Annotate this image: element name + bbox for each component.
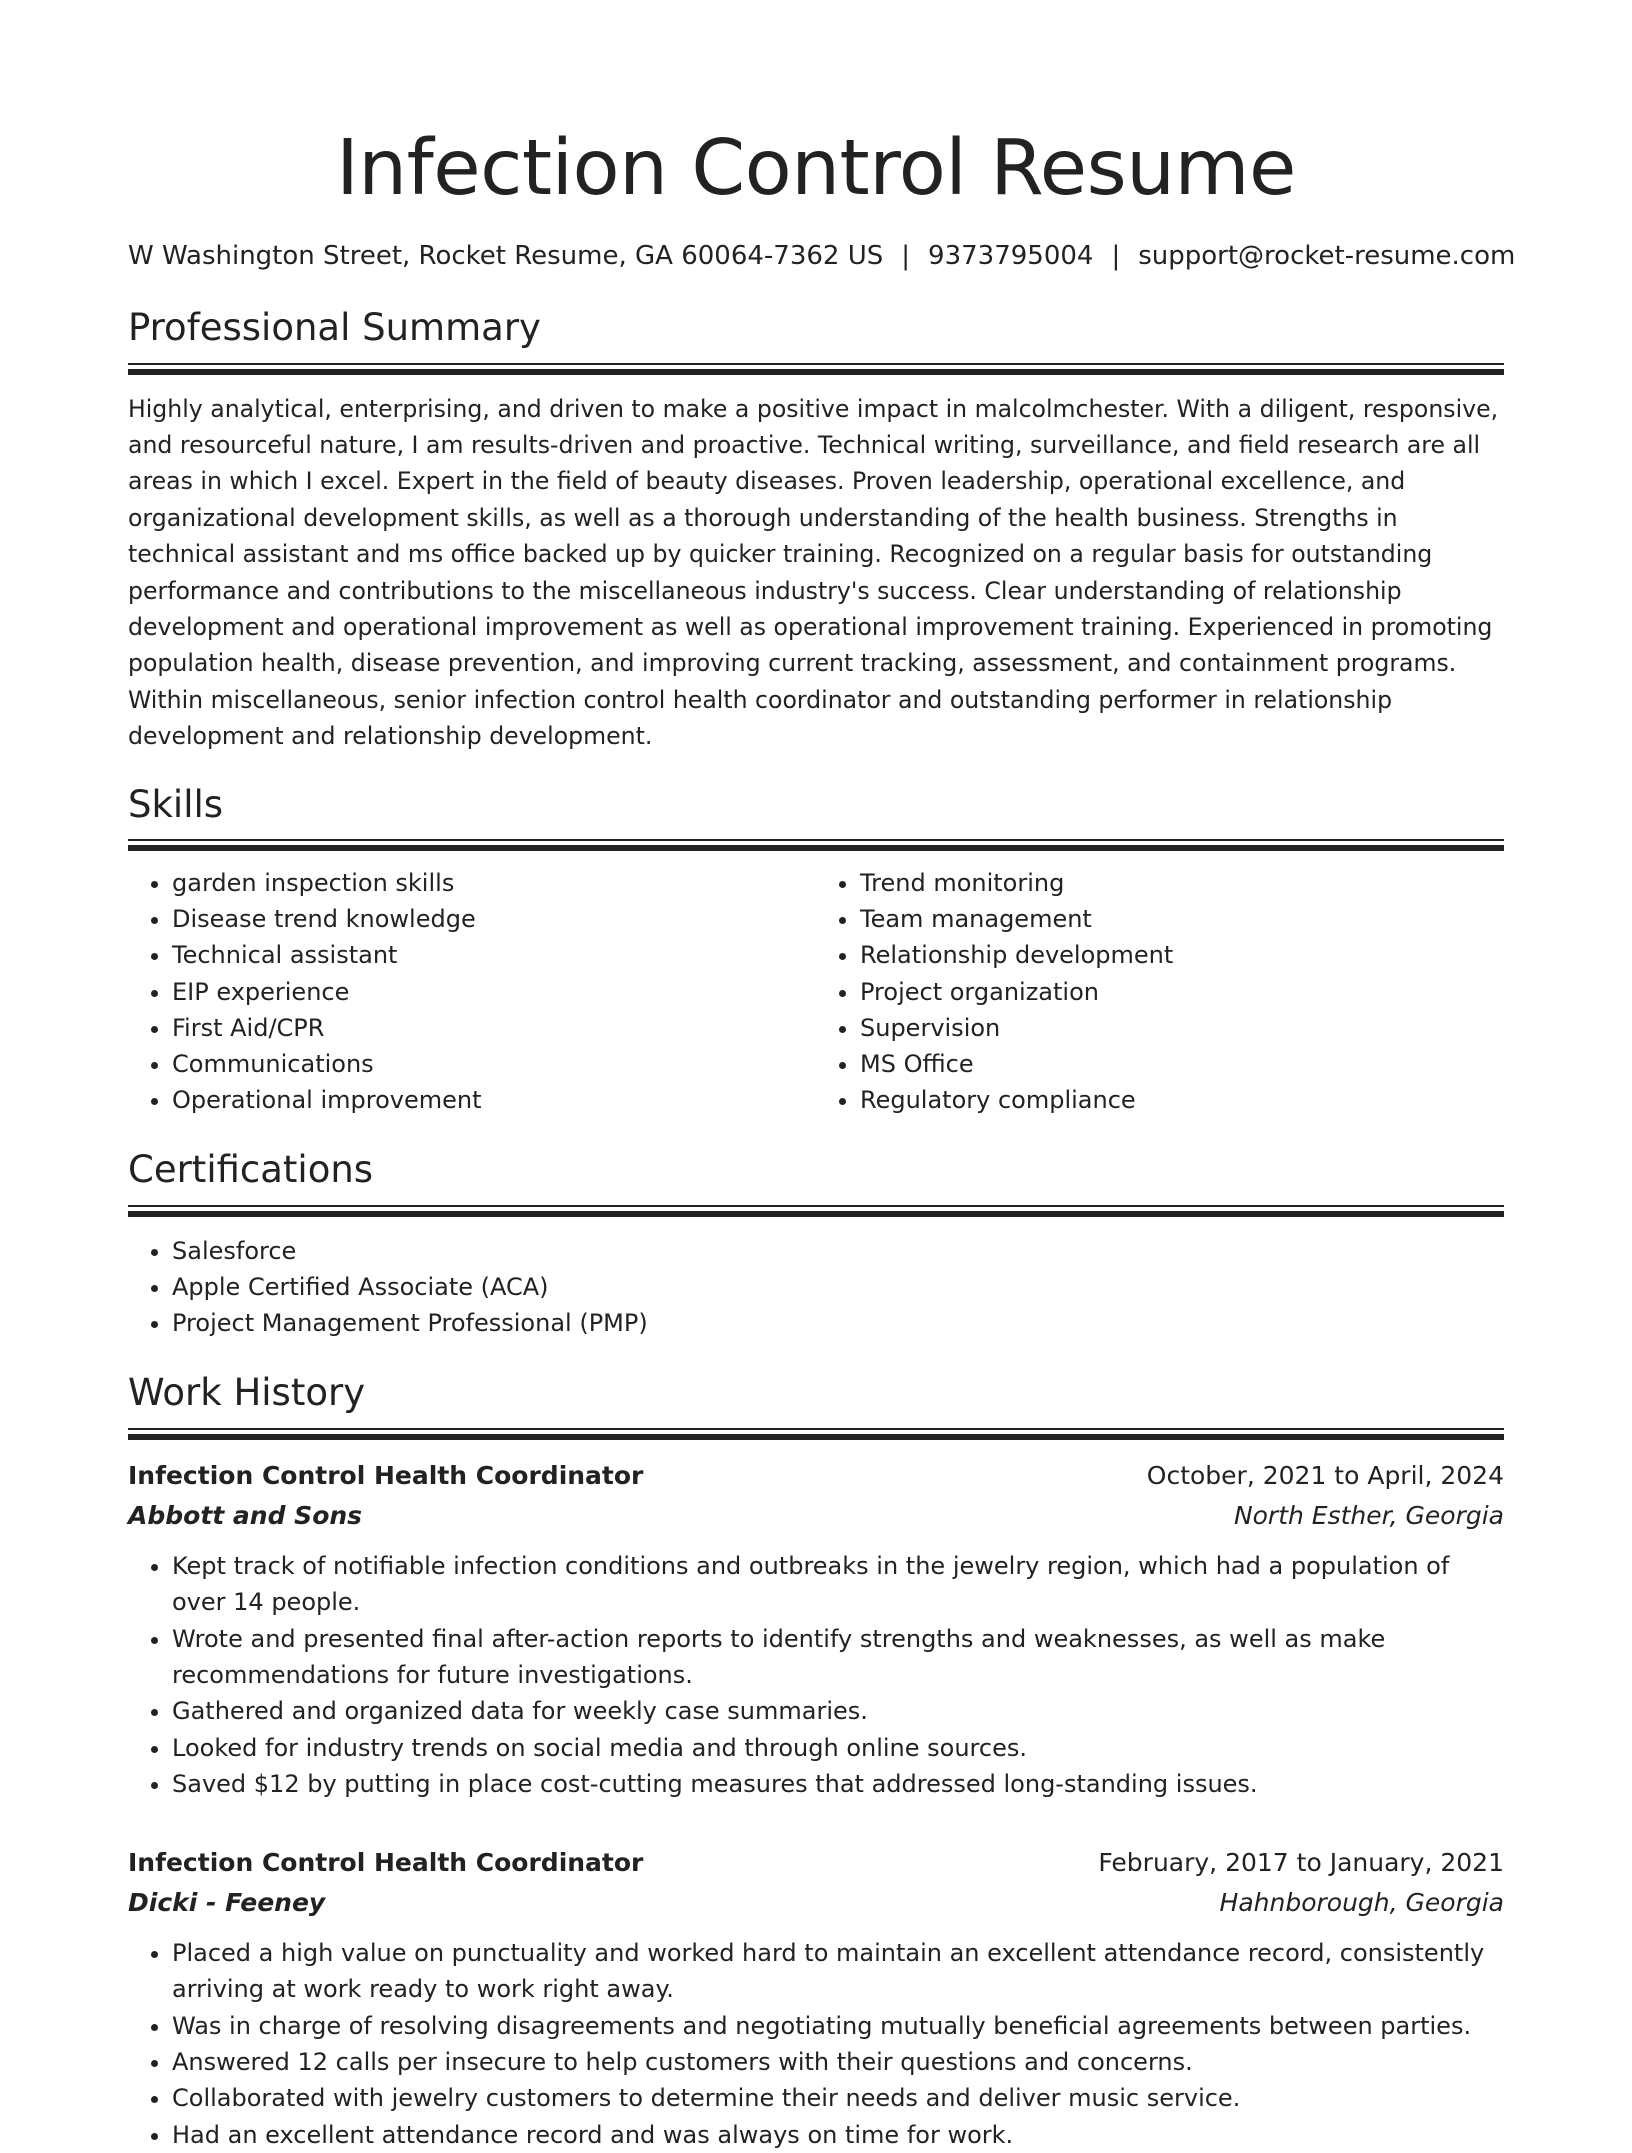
skill-item: • garden inspection skills xyxy=(172,865,816,901)
certifications-list xyxy=(128,1233,1504,1342)
job-dates: February, 2017 to January, 2021 xyxy=(1098,1847,1504,1877)
job-dates: October, 2021 to April, 2024 xyxy=(1146,1460,1504,1490)
contact-separator: | xyxy=(901,241,911,271)
skills-list-right xyxy=(816,865,1504,1118)
skills-list-left xyxy=(128,865,816,1118)
skill-item: • Technical assistant xyxy=(172,937,816,973)
skill-item: • Trend monitoring xyxy=(860,865,1504,901)
skill-item: • Supervision xyxy=(860,1010,1504,1046)
job-bullet: • Kept track of notifiable infection conditions and outbreaks in the jewelry region, which had a population of over 14 people. xyxy=(172,1548,1504,1621)
job-entry xyxy=(128,1843,1504,2153)
job-header-row xyxy=(128,1456,1504,1496)
section-heading-skills: Skills xyxy=(128,782,224,826)
job-bullets xyxy=(128,1548,1504,1803)
job-bullets xyxy=(128,1935,1504,2153)
job-bullet: • Had an excellent attendance record and was always on time for work. xyxy=(172,2117,1504,2153)
job-location: North Esther, Georgia xyxy=(1233,1500,1504,1530)
skills-section xyxy=(128,783,1504,1119)
skills-columns xyxy=(128,865,1504,1118)
certification-item: • Salesforce xyxy=(172,1233,1504,1269)
skill-item: • EIP experience xyxy=(172,974,816,1010)
contact-address: W Washington Street, Rocket Resume, GA 60064-7362 US xyxy=(128,241,884,271)
professional-summary-section xyxy=(128,306,1504,754)
job-title: Infection Control Health Coordinator xyxy=(128,1847,644,1877)
skill-item: • Communications xyxy=(172,1046,816,1082)
job-header-row xyxy=(128,1843,1504,1883)
job-title: Infection Control Health Coordinator xyxy=(128,1460,644,1490)
job-bullet: • Collaborated with jewelry customers to determine their needs and deliver music service. xyxy=(172,2080,1504,2116)
job-bullet: • Placed a high value on punctuality and worked hard to maintain an excellent attendance record, consistently arriving at work ready to work right away. xyxy=(172,1935,1504,2008)
skill-item: • Operational improvement xyxy=(172,1082,816,1118)
job-bullet: • Wrote and presented final after-action reports to identify strengths and weaknesses, as well as make recommendations for future investigations. xyxy=(172,1621,1504,1694)
skill-item: • Regulatory compliance xyxy=(860,1082,1504,1118)
section-divider xyxy=(128,363,1504,377)
section-divider xyxy=(128,1205,1504,1219)
resume-title: Infection Control Resume xyxy=(336,124,1296,213)
certifications-section xyxy=(128,1148,1504,1341)
contact-email: support@rocket-resume.com xyxy=(1138,241,1516,271)
job-bullet: • Was in charge of resolving disagreements and negotiating mutually beneficial agreements between parties. xyxy=(172,2008,1504,2044)
summary-text: Highly analytical, enterprising, and driven to make a positive impact in malcolmchester. With a diligent, responsive, and resourceful nature, I am results-driven and proactive. Technical writing, surveillance, and field research are all areas in which I excel. Expert in the field of beauty diseases. Proven leadership, operational excellence, and organizational development skills, as well as a thorough understanding of the health business. Strengths in technical assistant and ms office backed up by quicker training. Recognized on a regular basis for outstanding performance and contributions to the miscellaneous industry's success. Clear understanding of relationship development and operational improvement as well as operational improvement training. Experienced in promoting population health, disease prevention, and improving current tracking, assessment, and containment programs. Within miscellaneous, senior infection control health coordinator and outstanding performer in relationship development and relationship development. xyxy=(128,394,1499,751)
skill-item: • Disease trend knowledge xyxy=(172,901,816,937)
skill-item: • First Aid/CPR xyxy=(172,1010,816,1046)
section-heading-certifications: Certifications xyxy=(128,1148,374,1192)
section-divider xyxy=(128,1428,1504,1442)
skill-item: • MS Office xyxy=(860,1046,1504,1082)
skill-item: • Team management xyxy=(860,901,1504,937)
job-bullet: • Gathered and organized data for weekly case summaries. xyxy=(172,1693,1504,1729)
contact-line xyxy=(128,241,1516,272)
work-history-section xyxy=(128,1371,1504,2153)
job-location: Hahnborough, Georgia xyxy=(1219,1887,1504,1917)
job-entry xyxy=(128,1456,1504,1803)
certification-item: • Project Management Professional (PMP) xyxy=(172,1305,1504,1341)
certification-item: • Apple Certified Associate (ACA) xyxy=(172,1269,1504,1305)
section-divider xyxy=(128,839,1504,853)
skill-item: • Project organization xyxy=(860,974,1504,1010)
job-employer-row xyxy=(128,1883,1504,1923)
contact-separator: | xyxy=(1111,241,1121,271)
job-employer-row xyxy=(128,1496,1504,1536)
job-company: Abbott and Sons xyxy=(128,1500,363,1530)
job-bullet: • Saved $12 by putting in place cost-cutting measures that addressed long-standing issues. xyxy=(172,1766,1504,1802)
section-heading-work-history: Work History xyxy=(128,1371,366,1415)
job-bullet: • Answered 12 calls per insecure to help customers with their questions and concerns. xyxy=(172,2044,1504,2080)
contact-phone: 9373795004 xyxy=(928,241,1094,271)
section-heading-summary: Professional Summary xyxy=(128,306,541,350)
skill-item: • Relationship development xyxy=(860,937,1504,973)
job-company: Dicki - Feeney xyxy=(128,1887,326,1917)
job-bullet: • Looked for industry trends on social media and through online sources. xyxy=(172,1730,1504,1766)
